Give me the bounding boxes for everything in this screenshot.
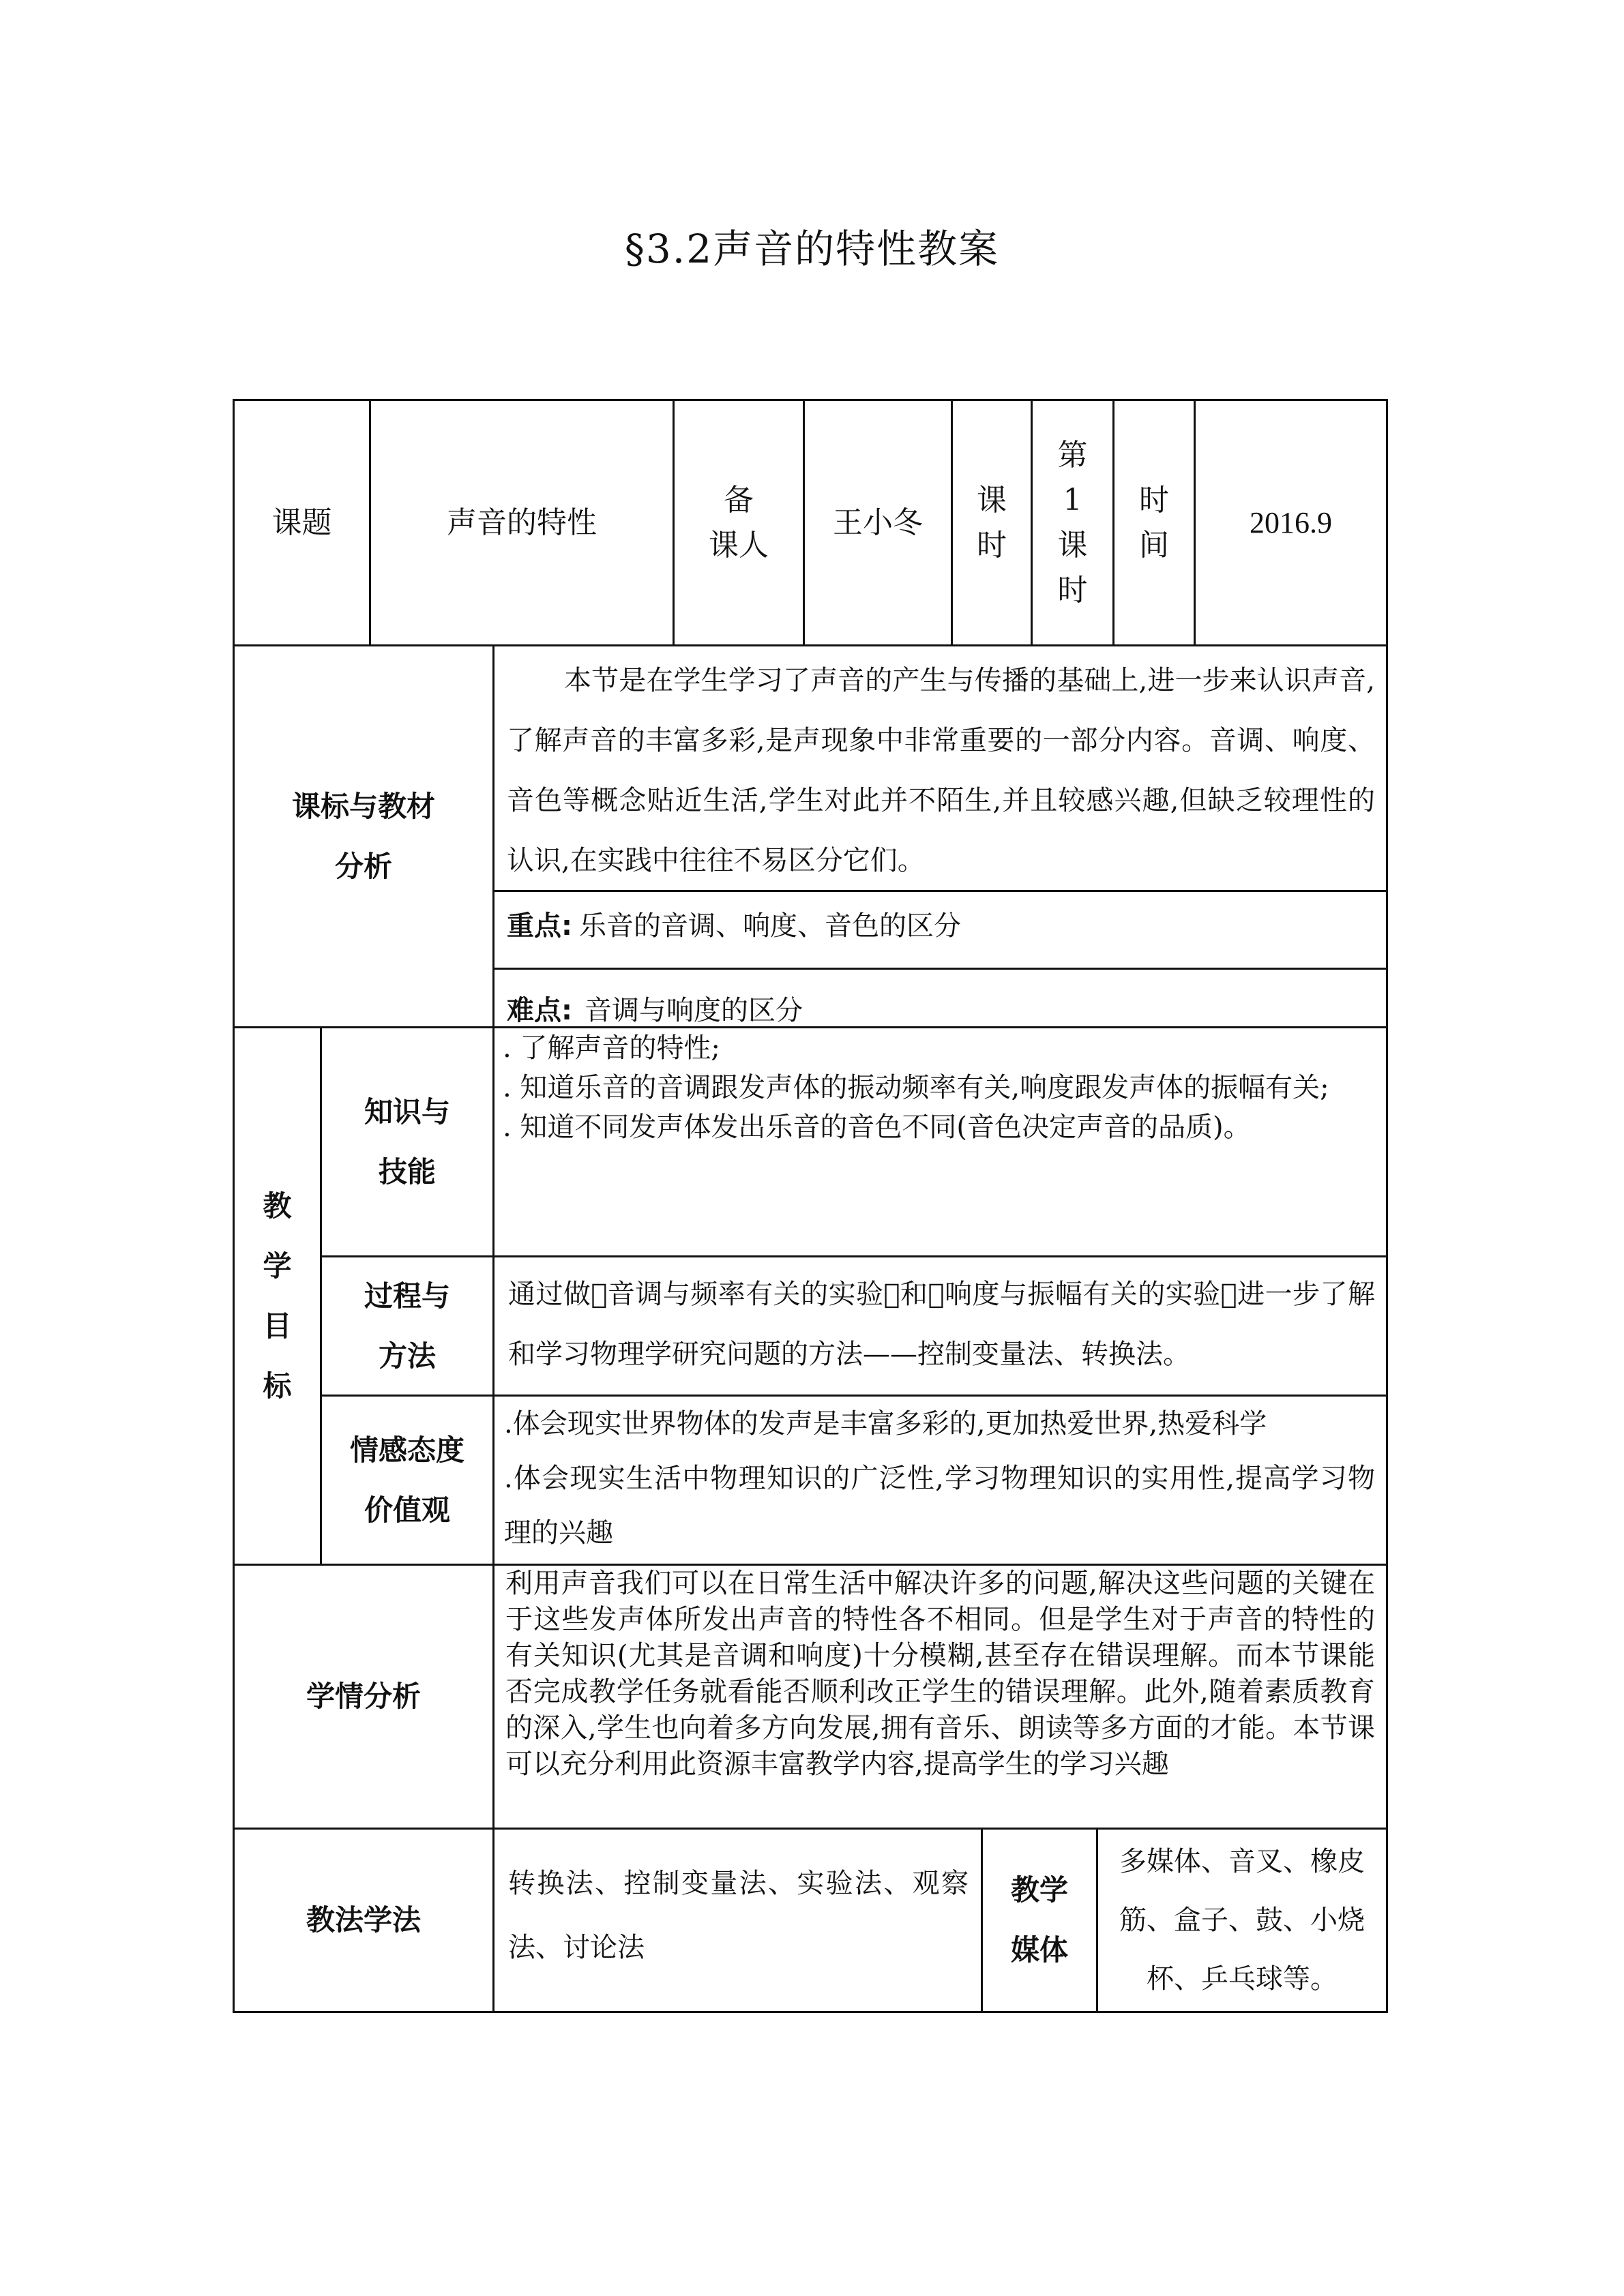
media-label-1: 教学 — [1010, 1873, 1068, 1907]
knowledge-item-2: . 知道乐音的音调跟发声体的振动频率有关,响度跟发声体的振幅有关; — [503, 1072, 1329, 1103]
emotion-label-1: 情感态度 — [349, 1433, 464, 1467]
process-label-1: 过程与 — [364, 1279, 450, 1313]
process-text-cell — [492, 1255, 1388, 1397]
knowledge-item-3: . 知道不同发声体发出乐音的音色不同(音色决定声音的品质)。 — [503, 1112, 1251, 1143]
preparer-label-cell — [673, 399, 805, 646]
methods-label: 教法学法 — [306, 1903, 421, 1937]
page-title: §3.2声音的特性教案 — [624, 226, 1000, 272]
knowledge-text-cell — [492, 1026, 1388, 1257]
period-value-3: 课 — [1057, 527, 1088, 563]
key-point-text: 乐音的音调、响度、音色的区分 — [579, 910, 961, 942]
methods-label-cell — [233, 1828, 494, 2013]
time-value: 2016.9 — [1250, 505, 1332, 539]
process-text: 通过做 音调与频率有关的实验 和 响度与振幅有关的实验 进一步了解和学习物理学研究问题的方法——控制变量法、转换法。 — [508, 1279, 1375, 1370]
topic-label-cell — [233, 399, 371, 646]
period-label-2: 时 — [977, 527, 1007, 563]
media-text-cell — [1096, 1828, 1388, 2013]
objectives-label-2: 学 — [263, 1249, 292, 1283]
knowledge-label-cell — [320, 1026, 494, 1257]
knowledge-label-1: 知识与 — [364, 1094, 450, 1129]
emotion-item-2: .体会现实生活中物理知识的广泛性,学习物理知识的实用性,提高学习物理的兴趣 — [504, 1463, 1375, 1549]
methods-text-cell — [492, 1828, 983, 2013]
time-label-2: 间 — [1139, 527, 1169, 563]
time-label-cell — [1112, 399, 1196, 646]
period-value-4: 时 — [1057, 572, 1088, 608]
time-value-cell — [1194, 399, 1388, 646]
process-label-2: 方法 — [378, 1339, 436, 1373]
key-point-cell — [492, 890, 1388, 970]
learner-text: 利用声音我们可以在日常生活中解决许多的问题,解决这些问题的关键在于这些发声体所发出声音的特性各不相同。但是学生对于声音的特性的有关知识(尤其是音调和响度)十分模糊,甚至存在错误理解。而本节课能否完成教学任务就看能否顺利改正学生的错误理解。此外,随着素质教育的深入,学生也向着多方向发展,拥有音乐、朗读等多方面的才能。本节课可以充分利用此资源丰富教学内容,提高学生的学习兴趣 — [505, 1568, 1375, 1780]
period-label-1: 课 — [977, 482, 1007, 518]
knowledge-label-2: 技能 — [378, 1154, 436, 1189]
objectives-label-4: 标 — [263, 1369, 292, 1403]
analysis-label-cell — [233, 644, 494, 1028]
media-label-2: 媒体 — [1010, 1933, 1068, 1967]
media-text: 多媒体、音叉、橡皮筋、盒子、鼓、小烧杯、乒乓球等。 — [1119, 1846, 1365, 1995]
media-label-cell — [981, 1828, 1098, 2013]
objectives-label-3: 目 — [263, 1309, 292, 1343]
emotion-label-cell — [320, 1395, 494, 1566]
preparer-label-1: 备 — [724, 482, 754, 518]
learner-text-cell — [492, 1564, 1388, 1830]
emotion-item-1: .体会现实世界物体的发声是丰富多彩的,更加热爱世界,热爱科学 — [504, 1408, 1267, 1440]
key-point-label: 重点: — [507, 910, 572, 942]
difficulty-text: 音调与响度的区分 — [585, 995, 803, 1026]
analysis-label-1: 课标与教材 — [291, 789, 435, 823]
objectives-label-1: 教 — [263, 1189, 292, 1223]
period-label-cell — [951, 399, 1033, 646]
analysis-text-cell — [492, 644, 1388, 892]
preparer-label-2: 课人 — [709, 527, 769, 563]
topic-value: 声音的特性 — [447, 505, 597, 540]
lesson-plan-table — [233, 399, 1388, 2013]
methods-text: 转换法、控制变量法、实验法、观察法、讨论法 — [508, 1868, 969, 1963]
emotion-text-cell — [492, 1395, 1388, 1566]
learner-label: 学情分析 — [306, 1680, 421, 1713]
period-value-cell — [1031, 399, 1114, 646]
difficulty-cell — [492, 968, 1388, 1028]
period-value-1: 第 — [1057, 437, 1088, 473]
period-value-2: 1 — [1063, 482, 1082, 518]
process-label-cell — [320, 1255, 494, 1397]
analysis-label-2: 分析 — [334, 849, 392, 883]
preparer-value: 王小冬 — [833, 505, 923, 540]
learner-label-cell — [233, 1564, 494, 1830]
topic-value-cell — [369, 399, 675, 646]
analysis-text: 本节是在学生学习了声音的产生与传播的基础上,进一步来认识声音,了解声音的丰富多彩,是声现象中非常重要的一部分内容。音调、响度、音色等概念贴近生活,学生对此并不陌生,并且较感兴趣,但缺乏较理性的认识,在实践中往往不易区分它们。 — [507, 665, 1375, 876]
preparer-value-cell — [803, 399, 953, 646]
difficulty-label: 难点: — [507, 995, 572, 1026]
knowledge-item-1: . 了解声音的特性; — [503, 1032, 720, 1064]
emotion-label-2: 价值观 — [364, 1493, 450, 1527]
topic-label: 课题 — [271, 505, 332, 540]
objectives-label-cell — [233, 1026, 322, 1566]
time-label-1: 时 — [1139, 482, 1169, 518]
